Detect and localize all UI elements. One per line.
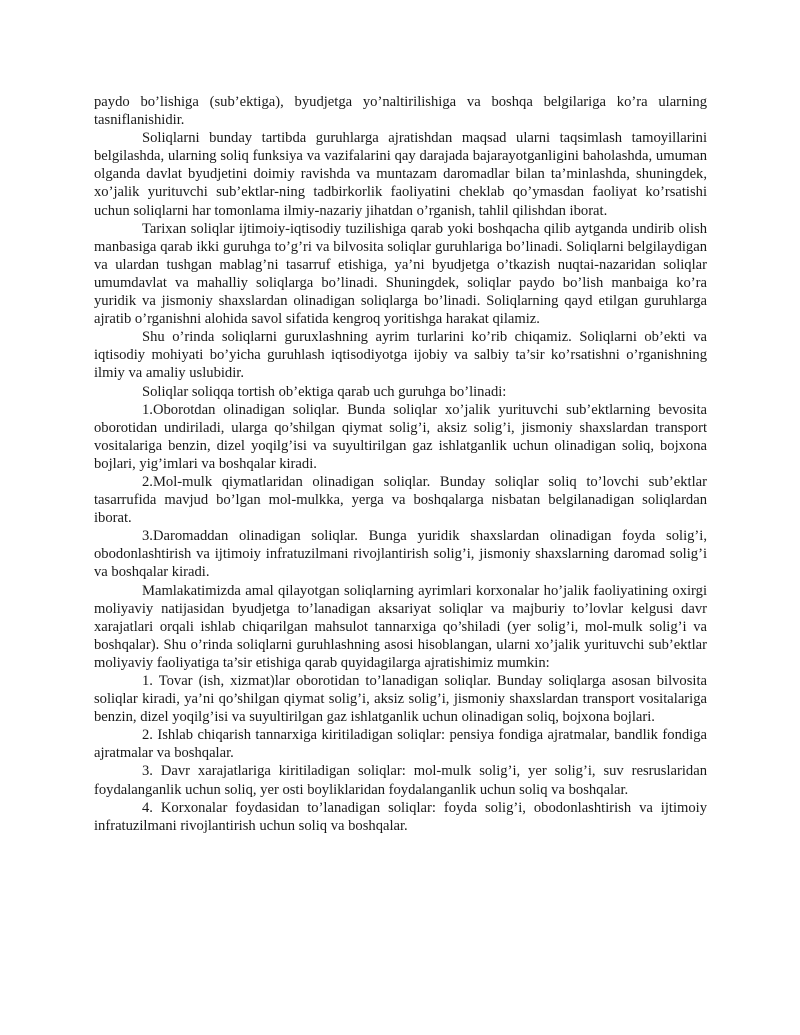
list-item: 4. Korxonalar foydasidan to’lanadigan soliqlar: foyda solig’i, obodonlashtirish va ijtimoiy infratuzilmani rivojlantirish uchun soliq va boshqalar. xyxy=(94,799,707,834)
paragraph: paydo bo’lishiga (sub’ektiga), byudjetga yo’naltirilishiga va boshqa belgilariga ko’ra ularning tasniflanishidir. xyxy=(94,94,707,129)
paragraph: Tarixan soliqlar ijtimoiy-iqtisodiy tuzilishiga qarab yoki boshqacha qilib aytganda undirib olish manbasiga qarab ikki guruhga to’g’ri va bilvosita soliqlar guruhlariga bo’linadi. Soliqlarni belgilaydigan va ulardan tushgan mablag’ni tasarruf etishiga, ya’ni byudjetga o’tkazish nuqtai-nazaridan soliqlar umumdavlat va mahalliy soliqlarga bo’linadi. Shuningdek, soliqlar paydo bo’lish manbaiga ko’ra yuridik va jismoniy shaxslardan olinadigan soliqlarga bo’linadi. Soliqlarning qayd etilgan guruhlarga ajratib o’rganishni alohida savol sifatida kengroq yoritishga harakat qilamiz. xyxy=(94,220,707,328)
paragraph: Soliqlarni bunday tartibda guruhlarga ajratishdan maqsad ularni taqsimlash tamoyillarini belgilashda, ularning soliq funksiya va vazifalarini qay darajada bajarayotganligini baholashda, umuman olganda davlat byudjetini doimiy ravishda va muntazam daromadlar bilan ta’minlashda, shuningdek, xo’jalik yurituvchi sub’ektlar-ning tadbirkorlik faoliyatini cheklab qo’ymasdan faoliyat ko’rsatishi uchun soliqlarni har tomonlama ilmiy-nazariy jihatdan o’rganish, tahlil qilishdan iborat. xyxy=(94,130,707,219)
list-item: 1. Tovar (ish, xizmat)lar oborotidan to’lanadigan soliqlar. Bunday soliqlarga asosan bilvosita soliqlar kiradi, ya’ni qo’shilgan qiymat solig’i, aksiz solig’i, jismoniy shaxslardan transport vositalariga benzin, dizel yoqilg’isi va suyultirilgan gaz ishlatganlik uchun olinadigan soliq, bojxona bojlari. xyxy=(94,673,707,726)
paragraph: Soliqlar soliqqa tortish ob’ektiga qarab uch guruhga bo’linadi: xyxy=(142,383,507,400)
list-item: 2. Ishlab chiqarish tannarxiga kiritiladigan soliqlar: pensiya fondiga ajratmalar, bandlik fondiga ajratmalar va boshqalar. xyxy=(94,727,707,762)
list-item: 1.Oborotdan olinadigan soliqlar. Bunda soliqlar xo’jalik yurituvchi sub’ektlarning bevosita oborotidan undiriladi, ularga qo’shilgan qiymat solig’i, aksiz solig’i, jismoniy shaxslardan transport vositalariga benzin, dizel yoqilg’isi va suyultirilgan gaz ishlatganlik uchun olinadigan soliq, bojxona bojlari, yig’imlari va boshqalar kiradi. xyxy=(94,401,707,472)
list-item: 3. Davr xarajatlariga kiritiladigan soliqlar: mol-mulk solig’i, yer solig’i, suv resruslaridan foydalanganlik uchun soliq, yer osti boyliklaridan foydalanganlik uchun soliq va boshqalar. xyxy=(94,763,707,798)
paragraph: Mamlakatimizda amal qilayotgan soliqlarning ayrimlari korxonalar ho’jalik faoliyatining oxirgi moliyaviy natijasidan byudjetga to’lanadigan aksariyat soliqlar va majburiy to’lovlar kelgusi davr xarajatlari orqali ishlab chiqarilgan mahsulot tannarxiga qo’shiladi (yer solig’i, mol-mulk solig’i va boshqalar). Shu o’rinda soliqlarni guruhlashning asosi hisoblangan, ularni xo’jalik yurituvchi sub’ektlar moliyaviy faoliyatiga ta’sir etishiga qarab quyidagilarga ajratishimiz mumkin: xyxy=(94,582,707,671)
document-page xyxy=(94,93,707,835)
paragraph: Shu o’rinda soliqlarni guruxlashning ayrim turlarini ko’rib chiqamiz. Soliqlarni ob’ekti va iqtisodiy mohiyati bo’yicha guruhlash iqtisodiyotga ijobiy va salbiy ta’sir ko’rsatishni o’rganishning ilmiy va amaliy uslubidir. xyxy=(94,329,707,382)
list-item: 2.Mol-mulk qiymatlaridan olinadigan soliqlar. Bunday soliqlar soliq to’lovchi sub’ektlar tasarrufida mavjud bo’lgan mol-mulkka, yerga va boshqalarga nisbatan belgilanadigan soliqlardan iborat. xyxy=(94,473,707,527)
list-item: 3.Daromaddan olinadigan soliqlar. Bunga yuridik shaxslardan olinadigan foyda solig’i, obodonlashtirish va ijtimoiy infratuzilmani rivojlantirish solig’i, jismoniy shaxslarning daromad solig’i va boshqalar kiradi. xyxy=(94,528,707,581)
